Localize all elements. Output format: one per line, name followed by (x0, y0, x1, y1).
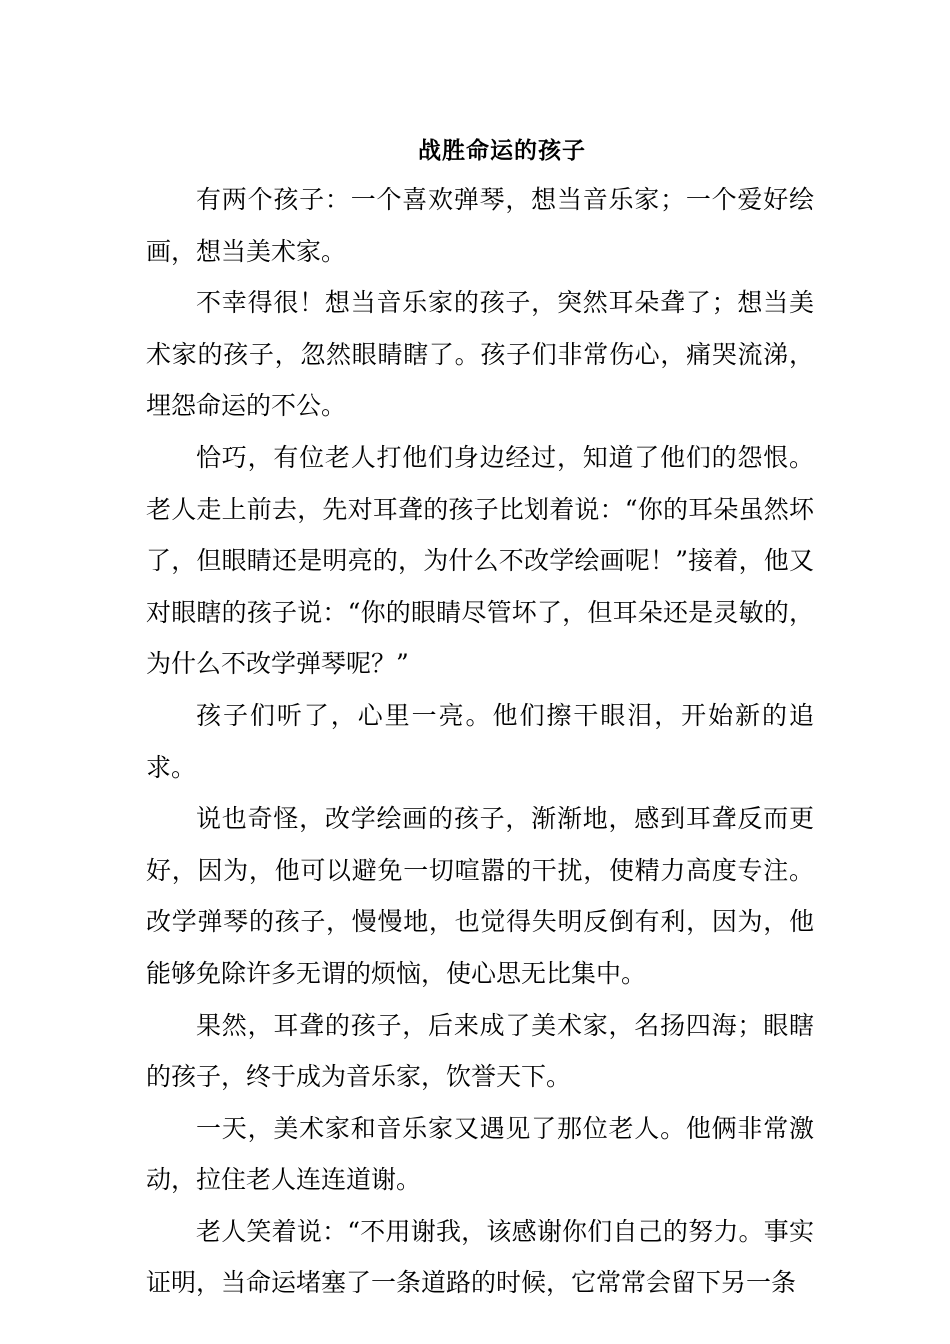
paragraph: 孩子们听了，心里一亮。他们擦干眼泪，开始新的追求。 (146, 700, 814, 782)
paragraph: 说也奇怪，改学绘画的孩子，渐渐地，感到耳聋反而更好，因为，他可以避免一切喧嚣的干扰，使精力高度专注。改学弹琴的孩子，慢慢地，也觉得失明反倒有利，因为，他能够免除许多无谓的烦恼，使心思无比集中。 (146, 804, 814, 988)
paragraph: 不幸得很！想当音乐家的孩子，突然耳朵聋了；想当美术家的孩子，忽然眼睛瞎了。孩子们非常伤心，痛哭流涕，埋怨命运的不公。 (146, 288, 814, 421)
paragraph: 恰巧，有位老人打他们身边经过，知道了他们的怨恨。老人走上前去，先对耳聋的孩子比划着说：“你的耳朵虽然坏了，但眼睛还是明亮的，为什么不改学绘画呢！”接着，他又对眼瞎的孩子说：“你的眼睛尽管坏了，但耳朵还是灵敏的，为什么不改学弹琴呢？” (146, 442, 814, 679)
paragraph: 有两个孩子：一个喜欢弹琴，想当音乐家；一个爱好绘画，想当美术家。 (146, 185, 814, 266)
paragraph: 果然，耳聋的孩子，后来成了美术家，名扬四海；眼瞎的孩子，终于成为音乐家，饮誉天下。 (146, 1010, 814, 1092)
paragraph: 老人笑着说：“不用谢我，该感谢你们自己的努力。事实证明，当命运堵塞了一条道路的时候，它常常会留下另一条 (146, 1216, 814, 1298)
document-title: 战胜命运的孩子 (418, 137, 586, 164)
document-body (146, 128, 814, 1309)
paragraph: 一天，美术家和音乐家又遇见了那位老人。他俩非常激动，拉住老人连连道谢。 (146, 1113, 814, 1195)
